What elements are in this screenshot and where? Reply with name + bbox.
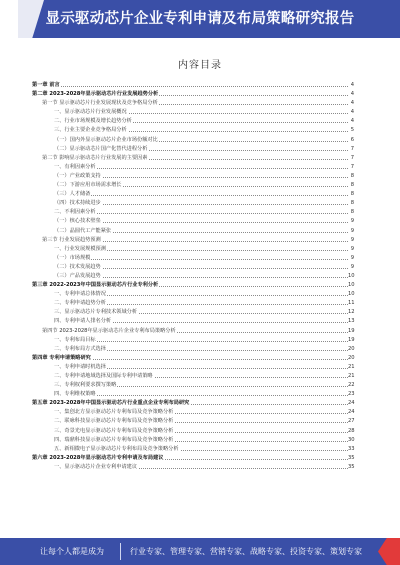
- toc-entry[interactable]: [32, 181, 354, 190]
- toc-leader-dots: [54, 195, 348, 196]
- toc-entry[interactable]: [32, 399, 354, 408]
- toc-page-number: 19: [348, 336, 355, 343]
- toc-entry-text: （三）产品发展趋势: [54, 272, 102, 281]
- toc-entry[interactable]: [32, 327, 354, 336]
- toc-entry-text: 四、专利申请人排名分析: [54, 317, 112, 326]
- toc-entry-text: 四、专利维权策略: [54, 390, 97, 399]
- toc-page-number: 28: [348, 427, 355, 434]
- toc-entry[interactable]: [32, 427, 354, 436]
- toc-entry-text: 三、行业主要企业竞争格局分析: [54, 126, 128, 135]
- toc-leader-dots: [54, 395, 348, 396]
- toc-entry[interactable]: [32, 163, 354, 172]
- toc-entry[interactable]: [32, 263, 354, 272]
- toc-page-number: 22: [348, 382, 355, 389]
- toc-page-number: 10: [348, 272, 355, 279]
- toc-page-number: 7: [350, 145, 354, 152]
- toc-entry-text: 二、专利申请趋势分析: [54, 299, 107, 308]
- toc-entry[interactable]: [32, 90, 354, 99]
- toc-leader-dots: [54, 213, 348, 214]
- toc-page-number: 9: [350, 236, 354, 243]
- toc-entry[interactable]: [32, 317, 354, 326]
- toc-entry[interactable]: [32, 272, 354, 281]
- toc-page-number: 4: [350, 91, 354, 98]
- toc-entry-text: 一、显示驱动芯片企业专利申请建议: [54, 463, 138, 472]
- toc-page-number: 21: [348, 363, 355, 370]
- toc-entry-text: 第三章 2022-2023年中国显示驱动芯片行业专利分析: [32, 281, 159, 290]
- report-footer: [0, 538, 400, 565]
- toc-entry-text: 三、奇景光电显示驱动芯片专利布局及竞争策略分析: [54, 427, 174, 436]
- toc-page-number: 4: [350, 118, 354, 125]
- toc-entry-text: 二、专利布局方式选择: [54, 345, 107, 354]
- toc-entry[interactable]: [32, 199, 354, 208]
- toc-entry-text: （二）晶圆代工产能紧张: [54, 227, 112, 236]
- toc-page-number: 6: [350, 136, 354, 143]
- toc-page-number: 9: [350, 218, 354, 225]
- toc-entry-text: 第五章 2023-2028年中国显示驱动芯片行业重点企业专利布局研究: [32, 399, 190, 408]
- arrow-icon: [378, 538, 400, 565]
- toc-page-number: 8: [350, 191, 354, 198]
- toc-entry-text: （一）市场规模: [54, 254, 91, 263]
- toc-page-number: 30: [348, 436, 355, 443]
- toc-leader-dots: [54, 259, 348, 260]
- toc-entry-text: 第二章 2023-2028年显示驱动芯片行业发展趋势分析: [32, 90, 159, 99]
- toc-entry-text: （一）国内外显示驱动芯片企业市场份额对比: [54, 136, 159, 145]
- footer-tagline: 行业专家、管理专家、营销专家、战略专家、投资专家、策划专家: [130, 547, 362, 556]
- table-of-contents: [32, 81, 354, 472]
- toc-entry[interactable]: [32, 217, 354, 226]
- toc-entry-text: （三）人才储备: [54, 190, 91, 199]
- toc-page-number: 8: [350, 172, 354, 179]
- toc-page-number: 23: [348, 391, 355, 398]
- toc-entry-text: 一、专利申请时机选择: [54, 363, 107, 372]
- toc-entry[interactable]: [32, 227, 354, 236]
- toc-entry[interactable]: [32, 117, 354, 126]
- toc-entry[interactable]: [32, 408, 354, 417]
- toc-entry-text: 一、专利布局目标: [54, 336, 97, 345]
- toc-page-number: 9: [350, 254, 354, 261]
- toc-entry-text: 第六章 2023-2028年显示驱动芯片专利申请及布局建议: [32, 454, 164, 463]
- toc-entry-text: 二、不利因素分析: [54, 208, 97, 217]
- toc-entry[interactable]: [32, 372, 354, 381]
- toc-entry-text: 二、行业市场规模及增长趋势分析: [54, 117, 133, 126]
- toc-entry[interactable]: [32, 208, 354, 217]
- toc-page-number: 8: [350, 182, 354, 189]
- toc-entry-text: 第一节 显示驱动芯片行业发展现状及竞争格局分析: [42, 99, 159, 108]
- toc-entry-text: 五、新相微电子显示驱动芯片专利布局及竞争策略分析: [54, 445, 180, 454]
- toc-entry[interactable]: [32, 136, 354, 145]
- toc-leader-dots: [54, 341, 348, 342]
- toc-page-number: 8: [350, 200, 354, 207]
- toc-entry[interactable]: [32, 245, 354, 254]
- toc-entry[interactable]: [32, 254, 354, 263]
- toc-leader-dots: [54, 168, 348, 169]
- toc-entry[interactable]: [32, 299, 354, 308]
- toc-entry[interactable]: [32, 190, 354, 199]
- toc-entry[interactable]: [32, 436, 354, 445]
- toc-entry[interactable]: [32, 454, 354, 463]
- toc-entry-text: 第四章 专利申请策略研究: [32, 354, 92, 363]
- toc-entry-text: 第一章 前言: [32, 81, 61, 90]
- toc-entry-text: 三、专利权利要求撰写策略: [54, 381, 117, 390]
- toc-entry-text: 一、集创北方显示驱动芯片专利布局及竞争策略分析: [54, 408, 174, 417]
- toc-entry[interactable]: [32, 81, 354, 90]
- toc-entry-text: （二）下游应用市场需求增长: [54, 181, 122, 190]
- toc-page-number: 9: [350, 245, 354, 252]
- toc-page-number: 10: [348, 282, 355, 289]
- footer-divider: [120, 543, 121, 560]
- toc-entry[interactable]: [32, 463, 354, 472]
- toc-entry[interactable]: [32, 108, 354, 117]
- toc-entry-text: （二）显示驱动芯片国产化替代进程分析: [54, 145, 148, 154]
- toc-entry-text: 一、专利申请总体情况: [54, 290, 107, 299]
- toc-entry[interactable]: [32, 308, 354, 317]
- toc-page-number: 5: [350, 127, 354, 134]
- toc-entry-text: 一、行业发展规模预测: [54, 245, 107, 254]
- toc-page-number: 24: [348, 400, 355, 407]
- toc-entry-text: 第二节 影响显示驱动芯片行业发展的主要因素: [42, 154, 148, 163]
- toc-entry-text: 四、瑞鼎科技显示驱动芯片专利布局及竞争策略分析: [54, 436, 174, 445]
- toc-entry[interactable]: [32, 145, 354, 154]
- toc-entry[interactable]: [32, 99, 354, 108]
- report-title: 显示驱动芯片企业专利申请及布局策略研究报告: [45, 11, 355, 27]
- toc-page-number: 4: [350, 100, 354, 107]
- toc-page-number: 7: [350, 163, 354, 170]
- toc-page-number: 20: [348, 345, 355, 352]
- toc-entry[interactable]: [32, 390, 354, 399]
- toc-entry-text: 一、显示驱动芯片行业发展概况: [54, 108, 128, 117]
- toc-page-number: 10: [348, 291, 355, 298]
- toc-entry[interactable]: [32, 236, 354, 245]
- footer-slogan: 让每个人都是成为: [40, 547, 104, 556]
- document-page: [30, 40, 370, 538]
- toc-entry[interactable]: [32, 445, 354, 454]
- toc-entry-text: （二）技术发展趋势: [54, 263, 102, 272]
- toc-entry[interactable]: [32, 336, 354, 345]
- toc-entry-text: 一、有利因素分析: [54, 163, 97, 172]
- toc-entry-text: 第四节 2023-2028年显示驱动芯片企业专利布局策略分析: [42, 327, 177, 336]
- toc-page-number: 9: [350, 263, 354, 270]
- toc-page-number: 9: [350, 227, 354, 234]
- toc-entry-text: 第三节 行业发展趋势预测: [42, 236, 102, 245]
- toc-entry-text: （一）产业政策支持: [54, 172, 102, 181]
- toc-entry[interactable]: [32, 290, 354, 299]
- toc-page-number: 35: [348, 463, 355, 470]
- toc-page-number: 27: [348, 418, 355, 425]
- report-header: [0, 0, 400, 38]
- toc-entry[interactable]: [32, 345, 354, 354]
- toc-page-number: 11: [348, 300, 355, 307]
- toc-page-number: 20: [348, 354, 355, 361]
- toc-entry[interactable]: [32, 154, 354, 163]
- toc-entry-text: （一）核心技术壁垒: [54, 217, 102, 226]
- toc-entry-text: （四）技术持续进步: [54, 199, 102, 208]
- toc-page-number: 7: [350, 154, 354, 161]
- toc-page-number: 19: [348, 327, 355, 334]
- toc-entry[interactable]: [32, 417, 354, 426]
- toc-page-number: 4: [350, 82, 354, 88]
- toc-entry[interactable]: [32, 126, 354, 135]
- toc-page-number: 12: [348, 309, 355, 316]
- toc-page-number: 24: [348, 409, 355, 416]
- toc-leader-dots: [32, 86, 348, 87]
- toc-entry[interactable]: [32, 354, 354, 363]
- toc-page-number: 33: [348, 445, 355, 452]
- toc-title: 内容目录: [178, 60, 222, 71]
- toc-entry[interactable]: [32, 381, 354, 390]
- toc-entry[interactable]: [32, 172, 354, 181]
- toc-page-number: 35: [348, 454, 355, 461]
- toc-page-number: 4: [350, 109, 354, 116]
- toc-entry-text: 二、联咏科技显示驱动芯片专利布局及竞争策略分析: [54, 417, 174, 426]
- toc-page-number: 21: [348, 373, 355, 379]
- toc-entry[interactable]: [32, 363, 354, 372]
- toc-page-number: 13: [348, 318, 355, 325]
- toc-entry-text: 二、专利申请地域选择及国际专利申请策略: [54, 372, 154, 381]
- toc-entry[interactable]: [32, 281, 354, 290]
- toc-page-number: 8: [350, 209, 354, 216]
- toc-entry-text: 三、显示驱动芯片专利技术领域分析: [54, 308, 138, 317]
